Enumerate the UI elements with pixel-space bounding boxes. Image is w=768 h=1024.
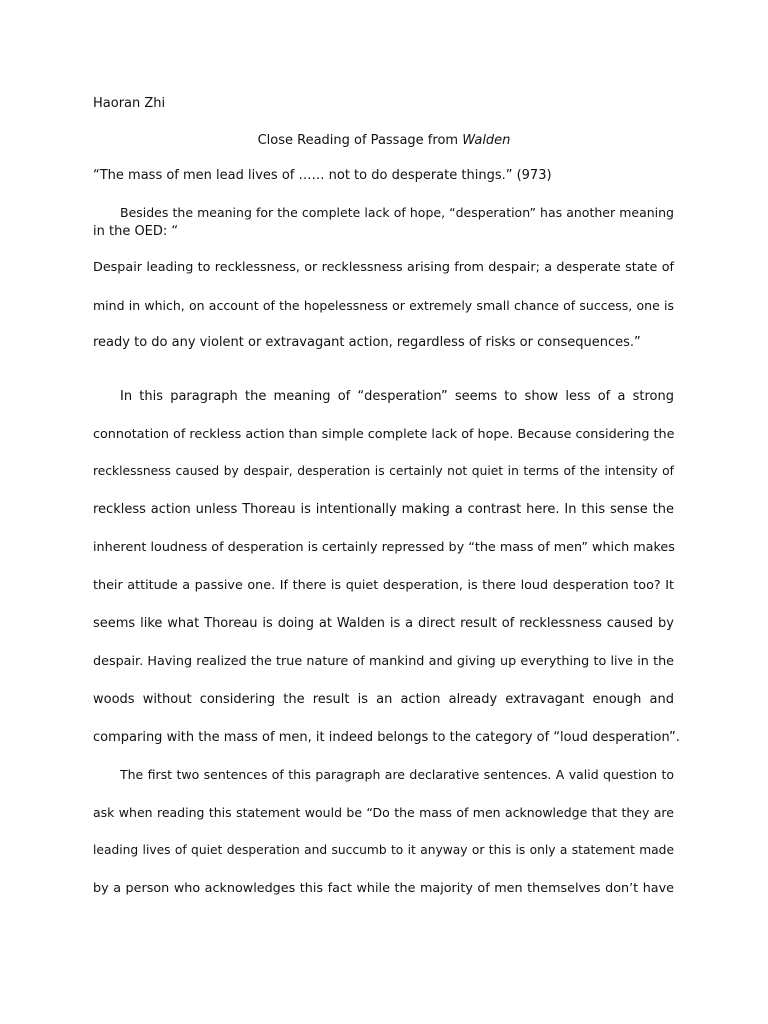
definition-line-1: Despair leading to recklessness, or recklessness arising from despair; a desperate state of bbox=[93, 260, 674, 275]
paragraph-2-line-7: seems like what Thoreau is doing at Walden is a direct result of recklessness caused by bbox=[93, 616, 674, 631]
quoted-passage-line: “The mass of men lead lives of …… not to do desperate things.” (973) bbox=[93, 168, 552, 183]
paragraph-2-line-5: inherent loudness of desperation is certainly repressed by “the mass of men” which makes bbox=[93, 540, 675, 555]
paragraph-2-line-2: connotation of reckless action than simple complete lack of hope. Because considering the bbox=[93, 427, 675, 442]
paragraph-2-line-8: despair. Having realized the true nature of mankind and giving up everything to live in the bbox=[93, 654, 674, 669]
paragraph-2-line-9: woods without considering the result is an action already extravagant enough and bbox=[93, 692, 674, 707]
paragraph-2-line-6: their attitude a passive one. If there is quiet desperation, is there loud desperation too? It bbox=[93, 578, 674, 593]
definition-line-2: mind in which, on account of the hopelessness or extremely small chance of success, one is bbox=[93, 298, 674, 313]
author-name: Haoran Zhi bbox=[93, 96, 166, 111]
paragraph-1-line-1: Besides the meaning for the complete lack of hope, “desperation” has another meaning bbox=[120, 205, 674, 220]
paragraph-3-line-2: ask when reading this statement would be “Do the mass of men acknowledge that they are bbox=[93, 805, 674, 820]
paragraph-3-line-4: by a person who acknowledges this fact while the majority of men themselves don’t have bbox=[93, 881, 674, 896]
paragraph-2-line-10: comparing with the mass of men, it indeed belongs to the category of “loud desperation”. bbox=[93, 730, 680, 745]
title-italic-work: Walden bbox=[462, 133, 511, 148]
title-text: Close Reading of Passage from bbox=[257, 133, 463, 148]
paragraph-3-line-1: The first two sentences of this paragraph are declarative sentences. A valid question to bbox=[120, 767, 674, 782]
page-title bbox=[0, 133, 768, 148]
paragraph-1-line-2: in the OED: “ bbox=[93, 224, 179, 239]
definition-line-3: ready to do any violent or extravagant action, regardless of risks or consequences.” bbox=[93, 335, 641, 350]
paragraph-3-line-3: leading lives of quiet desperation and succumb to it anyway or this is only a statement made bbox=[93, 843, 674, 857]
paragraph-2-line-4: reckless action unless Thoreau is intentionally making a contrast here. In this sense the bbox=[93, 502, 674, 517]
paragraph-2-line-1: In this paragraph the meaning of “desperation” seems to show less of a strong bbox=[120, 389, 674, 404]
paragraph-2-line-3: recklessness caused by despair, desperation is certainly not quiet in terms of the intensity of bbox=[93, 464, 674, 478]
